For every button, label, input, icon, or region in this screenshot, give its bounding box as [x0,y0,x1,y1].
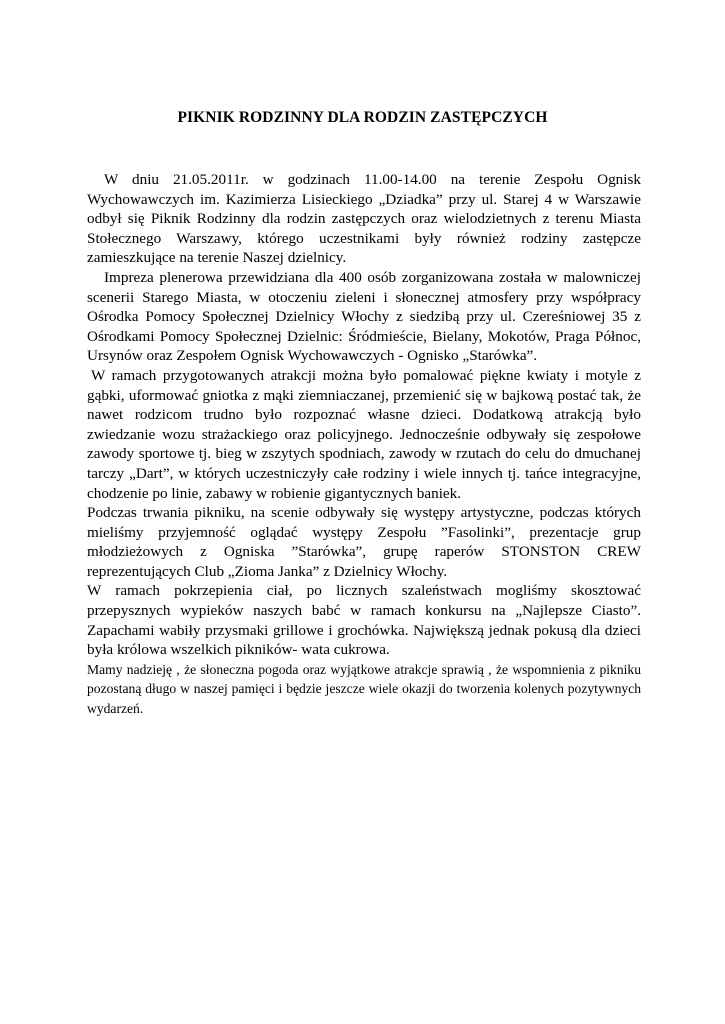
document-title: PIKNIK RODZINNY DLA RODZIN ZASTĘPCZYCH [177,109,548,126]
paragraph-event-description: Impreza plenerowa przewidziana dla 400 osób zorganizowana została w malowniczej scenerii Starego Miasta, w otoczeniu zieleni i słonecznej atmosfery przy współpracy Ośrodka Pomocy Społecznej Dzielnicy Włochy z siedzibą przy ul. Czereśniowej 35 z Ośrodkami Pomocy Społecznej Dzielnic: Śródmieście, Bielany, Mokotów, Praga Północ, Ursynów oraz Zespołem Ognisk Wychowawczych - Ognisko „Starówka”. [87,268,641,365]
paragraph-intro: W dniu 21.05.2011r. w godzinach 11.00-14.00 na terenie Zespołu Ognisk Wychowawczych im. Kazimierza Lisieckiego „Dziadka” przy ul. Starej 4 w Warszawie odbył się Piknik Rodzinny dla rodzin zastępczych oraz wielodzietnych z terenu Miasta Stołecznego Warszawy, którego uczestnikami były również rodziny zastępcze zamieszkujące na terenie Naszej dzielnicy. [87,171,641,267]
paragraph-closing: Mamy nadzieję , że słoneczna pogoda oraz wyjątkowe atrakcje sprawią , że wspomnienia z pikniku pozostaną długo w naszej pamięci i będzie jeszcze wiele okazji do tworzenia kolenych pozytywnych wydarzeń. [87,661,641,717]
document-body [87,170,641,719]
paragraph-performances: Podczas trwania pikniku, na scenie odbywały się występy artystyczne, podczas których mieliśmy przyjemność oglądać występy Zespołu ”Fasolinki”, prezentacje grup młodzieżowych z Ogniska ”Starówka”, grupę raperów STONSTON CREW reprezentujących Club „Zioma Janka” z Dzielnicy Włochy. [87,504,641,580]
paragraph-food: W ramach pokrzepienia ciał, po licznych szaleństwach mogliśmy skosztować przepysznych wypieków naszych babć w ramach konkursu na „Najlepsze Ciasto”. Zapachami wabiły przysmaki grillowe i grochówka. Największą jednak pokusą dla dzieci była królowa wszelkich pikników- wata cukrowa. [87,582,641,659]
paragraph-attractions: W ramach przygotowanych atrakcji można było pomalować piękne kwiaty i motyle z gąbki, uformować gniotka z mąki ziemniaczanej, przemienić się w bajkową postać tak, że nawet rodzicom trudno było rozpoznać własne dzieci. Dodatkową atrakcją było zwiedzanie wozu strażackiego oraz policyjnego. Jednocześnie odbywały się zespołowe zawody sportowe tj. bieg w zszytych spodniach, zawody w rzutach do celu do dmuchanej tarczy „Dart”, w których uczestniczyły całe rodziny i wiele innych tj. tańce integracyjne, chodzenie po linie, zabawy w robienie gigantycznych baniek. [87,366,641,502]
